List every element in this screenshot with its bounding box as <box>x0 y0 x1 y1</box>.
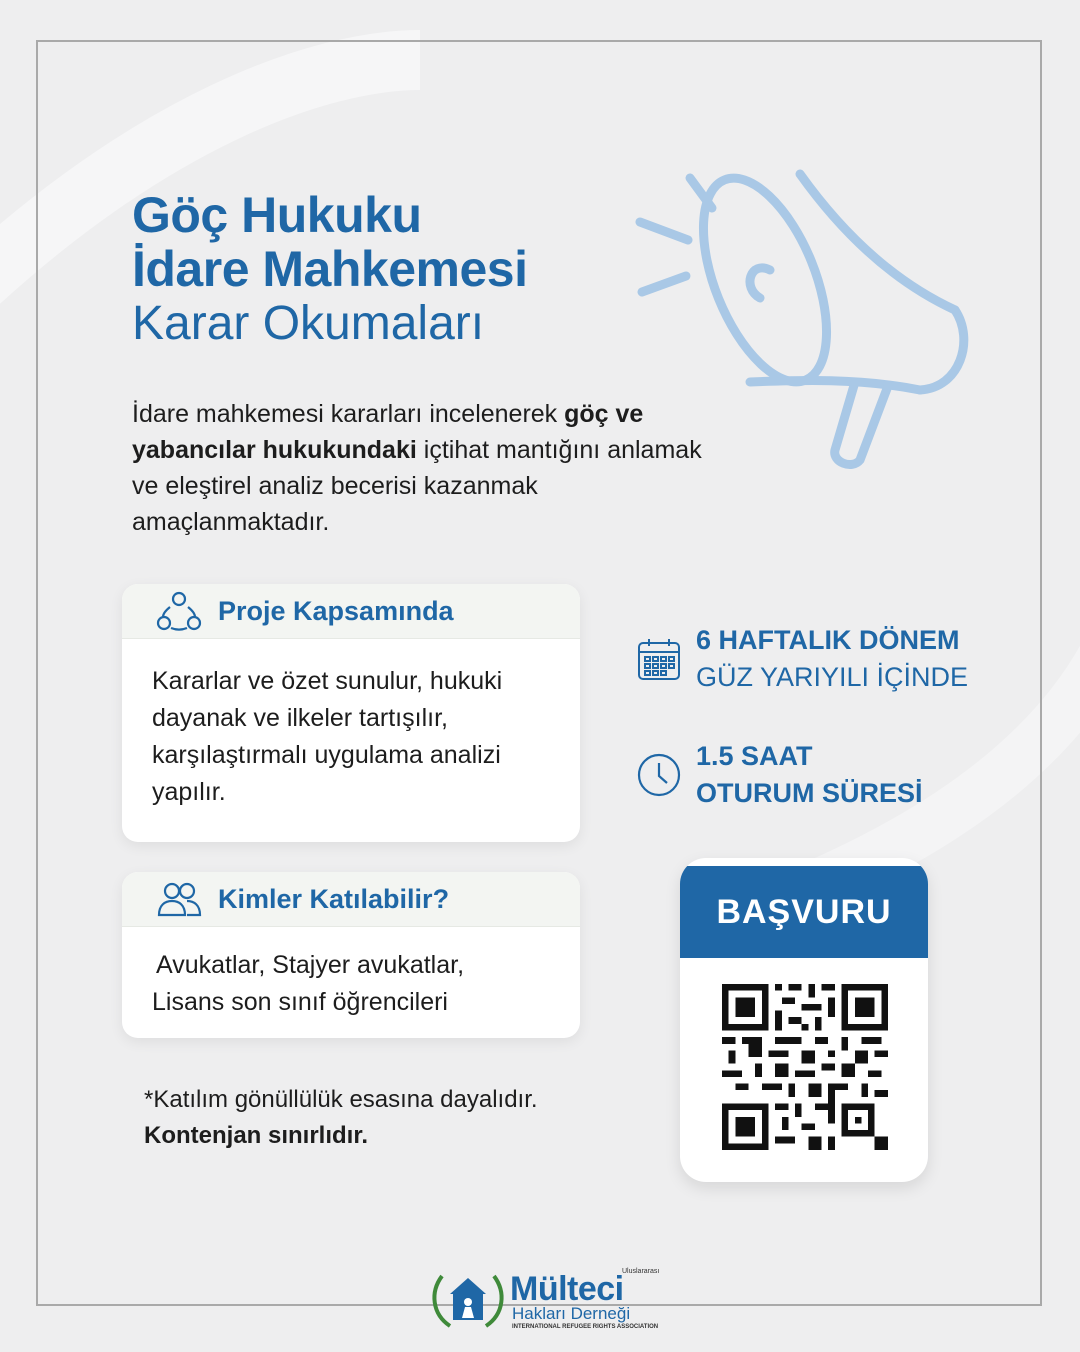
title-line-2: İdare Mahkemesi <box>132 241 528 297</box>
logo-name: Mülteci <box>510 1270 624 1308</box>
session-line-2: OTURUM SÜRESİ <box>696 778 923 808</box>
note-line-1: *Katılım gönüllülük esasına dayalıdır. <box>144 1086 538 1113</box>
network-icon <box>156 590 202 632</box>
intro-bold: göç ve yabancılar hukukundaki <box>132 400 644 464</box>
scope-card <box>122 584 580 842</box>
who-card-line-2: Lisans son sınıf öğrencileri <box>152 988 448 1016</box>
logo-subtitle: INTERNATIONAL REFUGEE RIGHTS ASSOCIATION <box>512 1324 659 1330</box>
title-line-1: Göç Hukuku <box>132 187 422 243</box>
qr-code[interactable] <box>722 984 888 1150</box>
note-line-2: Kontenjan sınırlıdır. <box>144 1122 369 1149</box>
who-card-header <box>122 872 580 927</box>
who-card-line-1: Avukatlar, Stajyer avukatlar, <box>156 951 465 979</box>
scope-card-header <box>122 584 580 639</box>
duration-line-2: GÜZ YARIYILI İÇİNDE <box>696 662 969 692</box>
laurel-emblem-icon <box>428 1266 508 1332</box>
duration-line-1: 6 HAFTALIK DÖNEM <box>696 625 960 655</box>
calendar-icon <box>636 636 682 682</box>
apply-card <box>680 858 928 1182</box>
intro-part-2: içtihat mantığını anlamak ve eleştirel analiz becerisi kazanmak amaçlanmaktadır. <box>132 436 702 536</box>
session-line-1: 1.5 SAAT <box>696 741 813 771</box>
who-card-title: Kimler Katılabilir? <box>218 883 450 914</box>
logo-small-text: Uluslararası <box>622 1268 660 1275</box>
scope-card-title: Proje Kapsamında <box>218 595 454 626</box>
participation-note <box>144 1082 538 1154</box>
title-line-3: Karar Okumaları <box>132 297 485 350</box>
intro-part-1: İdare mahkemesi kararları incelenerek <box>132 400 565 428</box>
apply-button[interactable]: BAŞVURU <box>680 866 928 958</box>
users-icon <box>156 881 202 917</box>
page-title <box>132 188 527 352</box>
duration-info <box>636 622 968 696</box>
clock-icon <box>636 752 682 798</box>
session-info <box>636 738 923 812</box>
logo-name-line-2: Hakları Derneği <box>512 1304 631 1323</box>
organization-logo <box>428 1264 668 1334</box>
intro-text <box>132 396 712 540</box>
scope-card-body: Kararlar ve özet sunulur, hukuki dayanak ve ilkeler tartışılır, karşılaştırmalı uygulama analizi yapılır. <box>152 667 503 806</box>
who-card-body <box>122 927 580 1038</box>
who-card <box>122 872 580 1038</box>
